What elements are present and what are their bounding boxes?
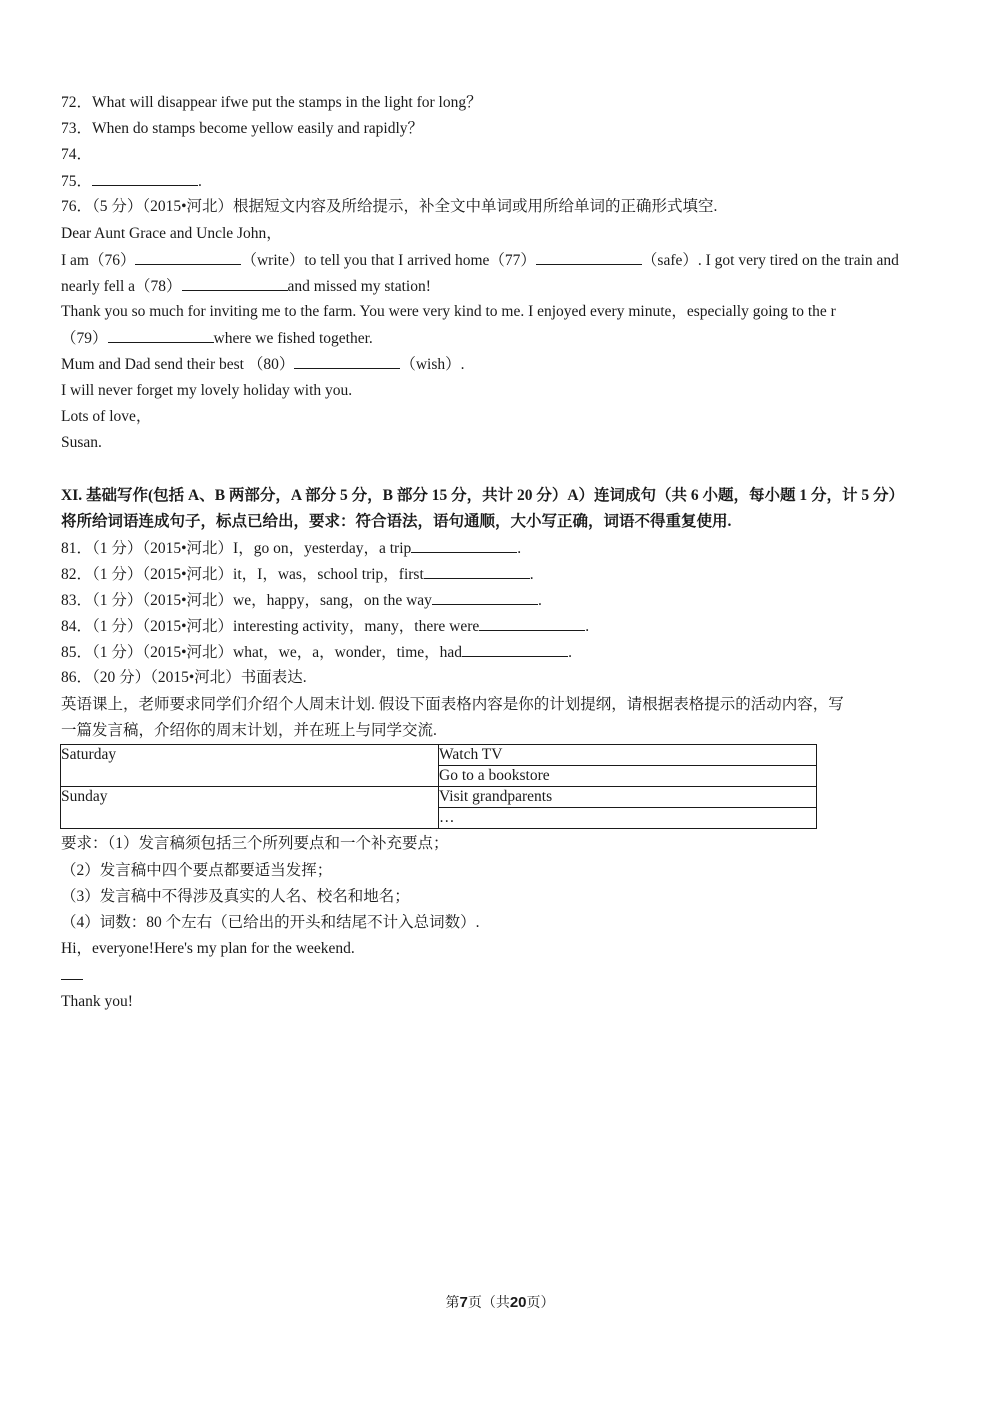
- letter-text: Mum and Dad send their best （80）: [61, 356, 295, 373]
- question-83: [61, 590, 542, 611]
- letter-text: nearly fell a（78）: [61, 278, 182, 295]
- question-82: [61, 564, 534, 585]
- period: .: [568, 644, 572, 661]
- question-text: 82．（1 分）（2015•河北）it，I，was，school trip，first: [61, 566, 424, 583]
- period: .: [529, 566, 534, 583]
- prompt-line-2: 一篇发言稿，介绍你的周末计划，并在班上与同学交流.: [61, 722, 437, 739]
- page-footer: [0, 1292, 1000, 1312]
- letter-text: （write）to tell you that I arrived home（77）: [241, 252, 536, 269]
- period: .: [517, 540, 522, 557]
- essay-ending: Thank you!: [61, 993, 133, 1010]
- table-cell-sunday: Sunday: [61, 787, 439, 829]
- letter-text: where we fished together.: [213, 330, 373, 347]
- answer-blank[interactable]: [92, 171, 198, 186]
- question-text: 84．（1 分）（2015•河北）interesting activity，many，there were: [61, 618, 480, 635]
- footer-text: 第: [445, 1296, 460, 1311]
- question-75: [61, 171, 202, 192]
- table-cell: …: [439, 808, 817, 829]
- requirement-4: （4）词数：80 个左右（已给出的开头和结尾不计入总词数）.: [61, 914, 480, 931]
- letter-text: and missed my station!: [287, 278, 431, 295]
- table-row: [61, 745, 817, 766]
- weekend-plan-table: [60, 744, 817, 829]
- requirement-1: 要求：（1）发言稿须包括三个所列要点和一个补充要点；: [61, 835, 449, 852]
- period: .: [585, 618, 590, 635]
- letter-line-6: I will never forget my lovely holiday with you.: [61, 382, 353, 399]
- essay-body-area[interactable]: [61, 965, 83, 986]
- table-cell: Watch TV: [439, 745, 817, 766]
- question-85: [61, 642, 572, 663]
- letter-closing: Lots of love，: [61, 408, 152, 425]
- essay-opening: Hi，everyone!Here's my plan for the weekend.: [61, 940, 355, 957]
- footer-text: 页）: [526, 1296, 555, 1311]
- answer-blank-79[interactable]: [108, 328, 214, 343]
- answer-blank-81[interactable]: [411, 538, 517, 553]
- page-number: 7: [459, 1294, 468, 1311]
- answer-blank-85[interactable]: [462, 642, 568, 657]
- question-81: [61, 538, 521, 559]
- letter-text: I am（76）: [61, 252, 136, 269]
- table-cell: Go to a bookstore: [439, 766, 817, 787]
- question-73: 73．When do stamps become yellow easily and rapidly？: [61, 120, 424, 137]
- question-86: 86．（20 分）（2015•河北）书面表达.: [61, 669, 307, 686]
- letter-line-4: [61, 328, 373, 349]
- letter-signature: Susan.: [61, 434, 102, 451]
- period: .: [537, 592, 542, 609]
- letter-line-5: [61, 354, 465, 375]
- table-cell-saturday: Saturday: [61, 745, 439, 787]
- question-text: 83．（1 分）（2015•河北）we，happy，sang，on the way: [61, 592, 432, 609]
- letter-line-1: [61, 250, 899, 271]
- section-xi-heading: XI. 基础写作(包括 A、B 两部分，A 部分 5 分，B 部分 15 分，共计 20 分）A）连词成句（共 6 小题，每小题 1 分，计 5 分）: [61, 487, 905, 504]
- question-76: 76．（5 分）（2015•河北）根据短文内容及所给提示，补全文中单词或用所给单词的正确形式填空.: [61, 198, 718, 215]
- requirement-2: （2）发言稿中四个要点都要适当发挥；: [61, 862, 333, 879]
- letter-text: （79）: [61, 330, 108, 347]
- answer-blank-84[interactable]: [479, 616, 585, 631]
- letter-text: （wish）.: [400, 356, 465, 373]
- page-total: 20: [509, 1294, 527, 1311]
- question-text: 85．（1 分）（2015•河北）what，we，a，wonder，time，had: [61, 644, 463, 661]
- answer-blank-78[interactable]: [182, 276, 288, 291]
- table-cell: Visit grandparents: [439, 787, 817, 808]
- answer-blank-83[interactable]: [432, 590, 538, 605]
- essay-blank[interactable]: [61, 965, 83, 980]
- question-72: 72．What will disappear ifwe put the stamps in the light for long？: [61, 94, 482, 111]
- letter-greeting: Dear Aunt Grace and Uncle John，: [61, 225, 282, 242]
- question-75-period: .: [198, 173, 202, 190]
- section-xi-instructions: 将所给词语连成句子，标点已给出，要求：符合语法，语句通顺，大小写正确，词语不得重复使用.: [61, 513, 732, 530]
- letter-line-2: [61, 276, 431, 297]
- answer-blank-82[interactable]: [424, 564, 530, 579]
- table-row: [61, 787, 817, 808]
- question-84: [61, 616, 589, 637]
- prompt-line-1: 英语课上，老师要求同学们介绍个人周末计划. 假设下面表格内容是你的计划提纲，请根据表格提示的活动内容，写: [61, 696, 844, 713]
- question-text: 81．（1 分）（2015•河北）I，go on，yesterday，a trip: [61, 540, 412, 557]
- letter-line-3: Thank you so much for inviting me to the farm. You were very kind to me. I enjoyed every minute，especially going to the r: [61, 303, 836, 320]
- answer-blank-76[interactable]: [135, 250, 241, 265]
- answer-blank-80[interactable]: [294, 354, 400, 369]
- letter-text: （safe）. I got very tired on the train and: [641, 252, 899, 269]
- requirement-3: （3）发言稿中不得涉及真实的人名、校名和地名；: [61, 888, 410, 905]
- question-75-number: 75．: [61, 173, 93, 190]
- question-74: 74．: [61, 146, 93, 163]
- answer-blank-77[interactable]: [536, 250, 642, 265]
- footer-text: 页（共: [467, 1296, 510, 1311]
